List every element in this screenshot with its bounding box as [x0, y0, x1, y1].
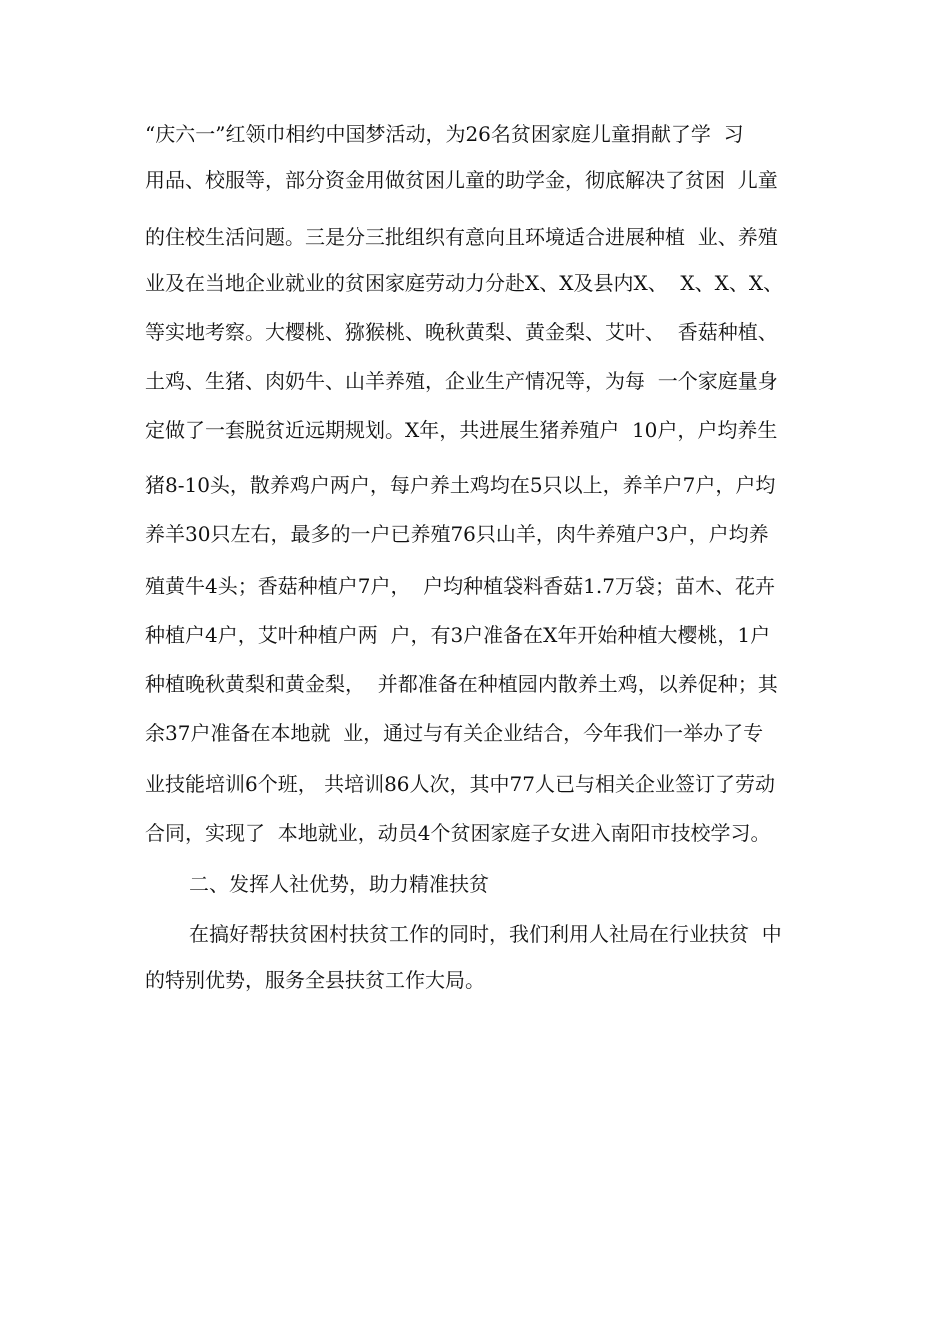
section-heading: 二、发挥人社优势，助力精准扶贫 — [189, 872, 489, 896]
body-text-line: 种植户4户，艾叶种植户两 户，有3户准备在X年开始种植大樱桃，1户 — [145, 623, 771, 647]
body-text-line: “庆六一”红领巾相约中国梦活动，为26名贫困家庭儿童捐献了学 习 — [145, 122, 744, 146]
body-text-line: 业及在当地企业就业的贫困家庭劳动力分赴X、X及县内X、 X、X、X、 — [145, 271, 784, 295]
body-text-line: 等实地考察。大樱桃、猕猴桃、晚秋黄梨、黄金梨、艾叶、 香菇种植、 — [145, 320, 778, 344]
body-text-line: 殖黄牛4头；香菇种植户7户， 户均种植袋料香菇1.7万袋；苗木、花卉 — [145, 574, 775, 598]
body-text-line: 业技能培训6个班， 共培训86人次，其中77人已与相关企业签订了劳动 — [145, 772, 775, 796]
body-text-line: 用品、校服等，部分资金用做贫困儿童的助学金，彻底解决了贫困 儿童 — [145, 168, 778, 192]
body-text-line: 的住校生活问题。三是分三批组织有意向且环境适合进展种植 业、养殖 — [145, 225, 778, 249]
body-text-line: 在搞好帮扶贫困村扶贫工作的同时，我们利用人社局在行业扶贫 中 — [189, 922, 782, 946]
body-text-line: 余37户准备在本地就 业，通过与有关企业结合，今年我们一举办了专 — [145, 721, 764, 745]
body-text-line: 定做了一套脱贫近远期规划。X年，共进展生猪养殖户 10户，户均养生 — [145, 418, 778, 442]
body-text-line: 养羊30只左右，最多的一户已养殖76只山羊，肉牛养殖户3户，户均养 — [145, 522, 769, 546]
body-text-line: 种植晚秋黄梨和黄金梨， 并都准备在种植园内散养土鸡，以养促种；其 — [145, 672, 778, 696]
body-text-line: 土鸡、生猪、肉奶牛、山羊养殖，企业生产情况等，为每 一个家庭量身 — [145, 369, 778, 393]
body-text-line: 的特别优势，服务全县扶贫工作大局。 — [145, 968, 485, 992]
body-text-line: 合同，实现了 本地就业，动员4个贫困家庭子女进入南阳市技校学习。 — [145, 821, 771, 845]
body-text-line: 猪8-10头，散养鸡户两户，每户养土鸡均在5只以上，养羊户7户，户均 — [145, 473, 776, 497]
